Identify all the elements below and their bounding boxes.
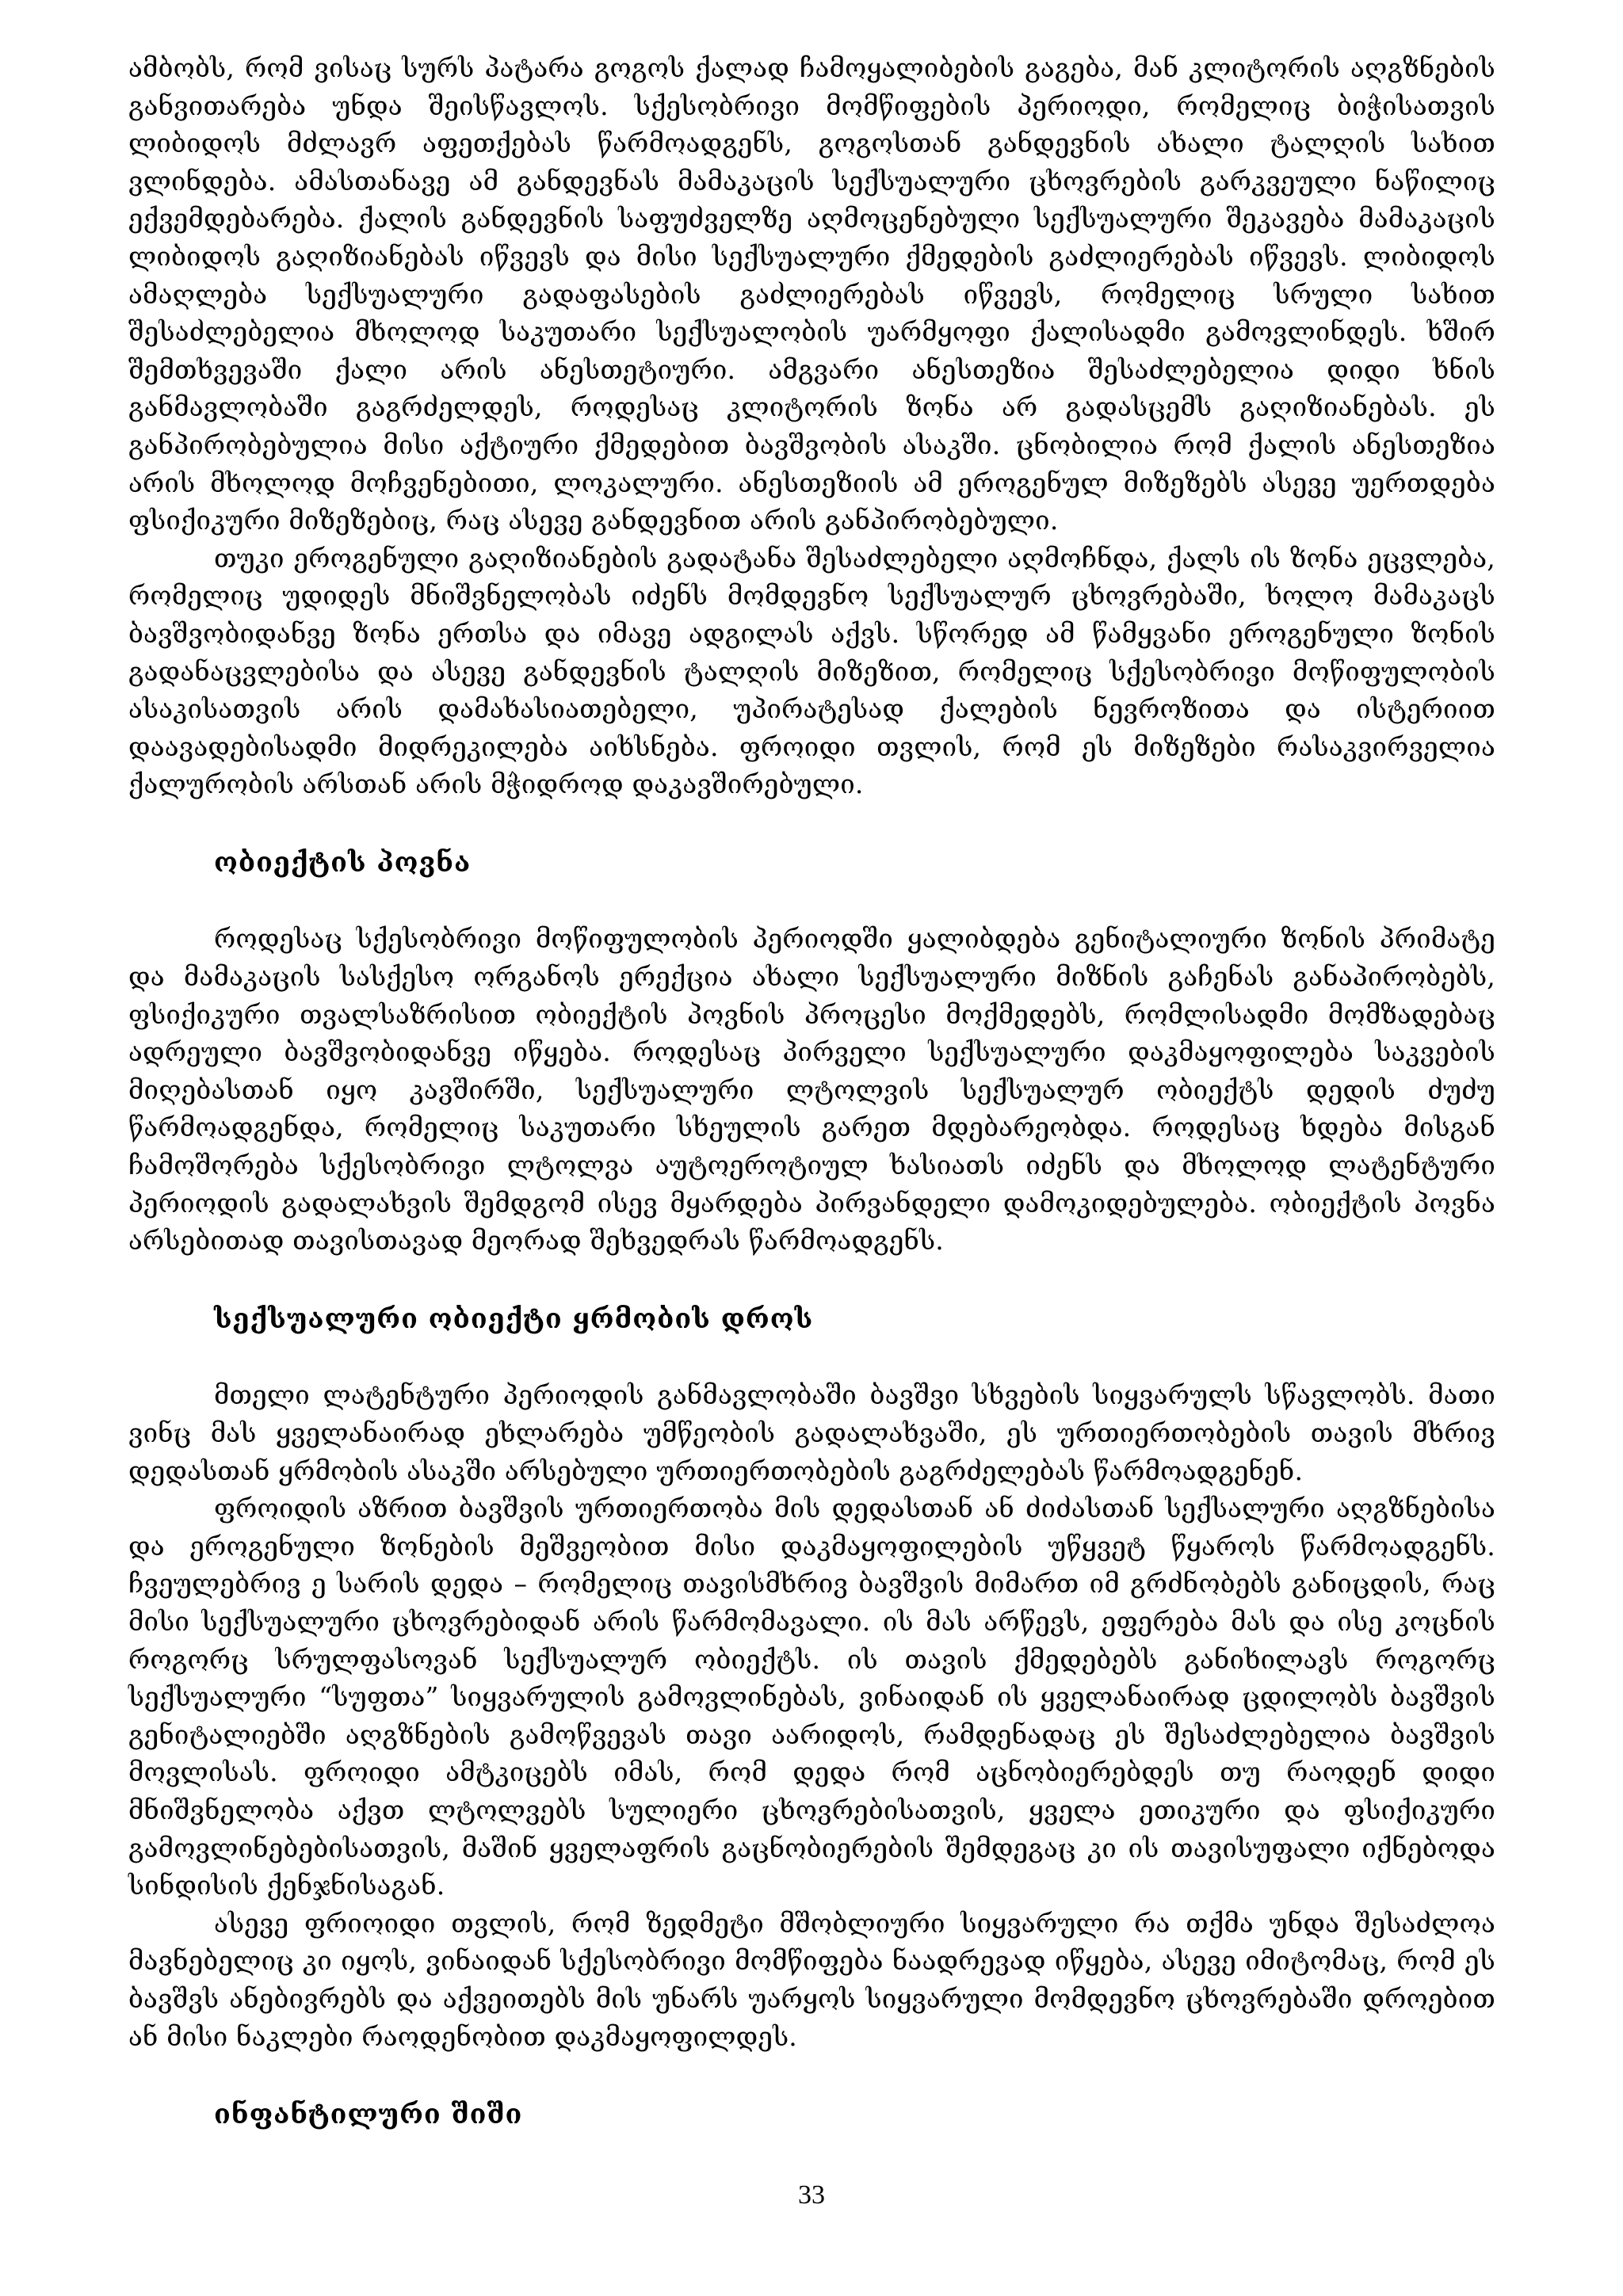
- spacer: [128, 1260, 1495, 1301]
- section-heading: ინფანტილური შიში: [214, 2099, 523, 2131]
- paragraph: ასევე ფრიოიდი თვლის, რომ ზედმეტი მშობლიური სიყვარული რა თქმა უნდა შესაძლოა მავნებელიც კი იყოს, ვინაიდან სქესობრივი მომწიფება ნაადრევად იწყება, ასევე იმიტომაც, რომ ეს ბავშვს ანებივრებს და აქვეითებს მის უნარს უარყოს სიყვარული მომდევნო ცხოვრებაში დროებით ან მისი ნაკლები რაოდენობით დაკმაყოფილდეს.: [128, 1907, 1495, 2052]
- paragraph: როდესაც სქესობრივი მოწიფულობის პერიოდში ყალიბდება გენიტალიური ზონის პრიმატე და მამაკაცის სასქესო ორგანოს ერექცია ახალი სექსუალური მიზნის გაჩენას განაპირობებს, ფსიქიკური თვალსაზრისით ობიექტის პოვნის პროცესი მოქმედებს, რომლისადმი მომზადებაც ადრეული ბავშვობიდანვე იწყება. როდესაც პირველი სექსუალური დაკმაყოფილება საკვების მიღებასთან იყო კავშირში, სექსუალური ლტოლვის სექსუალურ ობიექტს დედის ძუძუ წარმოადგენდა, რომელიც საკუთარი სხეულის გარეთ მდებარეობდა. როდესაც ხდება მისგან ჩამოშორება სქესობრივი ლტოლვა აუტოეროტიულ ხასიათს იძენს და მხოლოდ ლატენტური პერიოდის გადალახვის შემდგომ ისევ მყარდება პირვანდელი დამოკიდებულება. ობიექტის პოვნა არსებითად თავისთავად მეორად შეხვედრას წარმოადგენს.: [128, 923, 1495, 1257]
- section-heading: სექსუალური ობიექტი ყრმობის დროს: [214, 1302, 814, 1335]
- spacer: [128, 803, 1495, 845]
- section-heading: ობიექტის პოვნა: [214, 846, 472, 879]
- paragraph: თუკი ეროგენული გაღიზიანების გადატანა შესაძლებელი აღმოჩნდა, ქალს ის ზონა ეცვლება, რომელიც უდიდეს მნიშვნელობას იძენს მომდევნო სექსუალურ ცხოვრებაში, ხოლო მამაკაცს ბავშვობიდანვე ზონა ერთსა და იმავე ადგილას აქვს. სწორედ ამ წამყვანი ეროგენული ზონის გადანაცვლებისა და ასევე განდევნის ტალღის მიზეზით, რომელიც სქესობრივი მოწიფულობის ასაკისათვის არის დამახასიათებელი, უპირატესად ქალების ნევროზითა და ისტერიით დაავადებისადმი მიდრეკილება აიხსნება. ფროიდი თვლის, რომ ეს მიზეზები რასაკვირველია ქალურობის არსთან არის მჭიდროდ დაკავშირებული.: [128, 542, 1495, 800]
- document-page: [128, 49, 1495, 2134]
- spacer: [128, 1338, 1495, 1376]
- paragraph: ამბობს, რომ ვისაც სურს პატარა გოგოს ქალად ჩამოყალიბების გაგება, მან კლიტორის აღგზნების განვითარება უნდა შეისწავლოს. სქესობრივი მომწიფების პერიოდი, რომელიც ბიჭისათვის ლიბიდოს მძლავრ აფეთქებას წარმოადგენს, გოგოსთან განდევნის ახალი ტალღის სახით ვლინდება. ამასთანავე ამ განდევნას მამაკაცის სექსუალური ცხოვრების გარკვეული ნაწილიც ექვემდებარება. ქალის განდევნის საფუძველზე აღმოცენებული სექსუალური შეკავება მამაკაცის ლიბიდოს გაღიზიანებას იწვევს და მისი სექსუალური ქმედების გაძლიერებას იწვევს. ლიბიდოს ამაღლება სექსუალური გადაფასების გაძლიერებას იწვევს, რომელიც სრული სახით შესაძლებელია მხოლოდ საკუთარი სექსუალობის უარმყოფი ქალისადმი გამოვლინდეს. ხშირ შემთხვევაში ქალი არის ანესთეტიური. ამგვარი ანესთეზია შესაძლებელია დიდი ხნის განმავლობაში გაგრძელდეს, როდესაც კლიტორის ზონა არ გადასცემს გაღიზიანებას. ეს განპირობებულია მისი აქტიური ქმედებით ბავშვობის ასაკში. ცნობილია რომ ქალის ანესთეზია არის მხოლოდ მოჩვენებითი, ლოკალური. ანესთეზიის ამ ეროგენულ მიზეზებს ასევე უერთდება ფსიქიკური მიზეზებიც, რაც ასევე განდევნით არის განპირობებული.: [128, 52, 1495, 536]
- spacer: [128, 882, 1495, 920]
- spacer: [128, 2055, 1495, 2096]
- paragraph: მთელი ლატენტური პერიოდის განმავლობაში ბავშვი სხვების სიყვარულს სწავლობს. მათი ვინც მას ყველანაირად ეხლარება უმწეობის გადალახვაში, ეს ურთიერთობების თავის მხრივ დედასთან ყრმობის ასაკში არსებული ურთიერთობების გაგრძელებას წარმოადგენენ.: [128, 1379, 1495, 1486]
- page-number: 33: [798, 2180, 825, 2210]
- paragraph: ფროიდის აზრით ბავშვის ურთიერთობა მის დედასთან ან ძიძასთან სექსალური აღგზნებისა და ეროგენული ზონების მეშვეობით მისი დაკმაყოფილების უწყვეტ წყაროს წარმოადგენს. ჩვეულებრივ ე სარის დედა – რომელიც თავისმხრივ ბავშვის მიმართ იმ გრძნობებს განიცდის, რაც მისი სექსუალური ცხოვრებიდან არის წარმომავალი. ის მას არწევს, ეფერება მას და ისე კოცნის როგორც სრულფასოვან სექსუალურ ობიექტს. ის თავის ქმედებებს განიხილავს როგორც სექსუალური “სუფთა” სიყვარულის გამოვლინებას, ვინაიდან ის ყველანაირად ცდილობს ბავშვის გენიტალიებში აღგზნების გამოწვევას თავი აარიდოს, რამდენადაც ეს შესაძლებელია ბავშვის მოვლისას. ფროიდი ამტკიცებს იმას, რომ დედა რომ აცნობიერებდეს თუ რაოდენ დიდი მნიშვნელობა აქვთ ლტოლვებს სულიერი ცხოვრებისათვის, ყველა ეთიკური და ფსიქიკური გამოვლინებებისათვის, მაშინ ყველაფრის გაცნობიერების შემდეგაც კი ის თავისუფალი იქნებოდა სინდისის ქენჯნისაგან.: [128, 1493, 1495, 1901]
